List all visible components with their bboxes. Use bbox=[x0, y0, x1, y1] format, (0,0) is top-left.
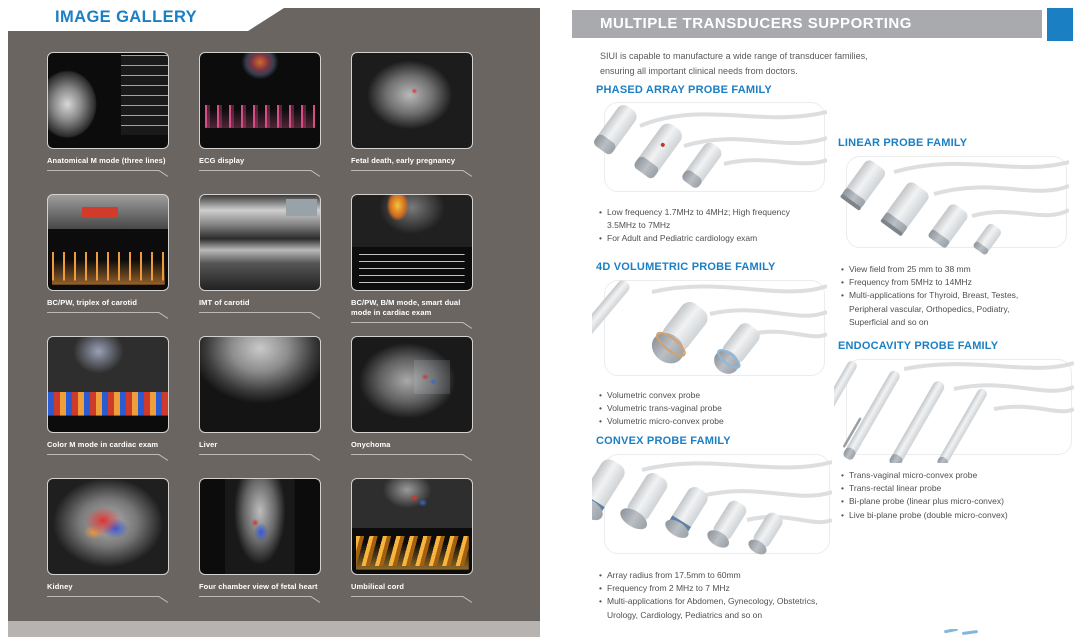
transducers-title: MULTIPLE TRANSDUCERS SUPPORTING bbox=[600, 15, 912, 32]
ultrasound-thumbnail-onychoma bbox=[351, 336, 473, 433]
caption-underline bbox=[351, 454, 463, 455]
gallery-panel-footer bbox=[8, 621, 540, 637]
image-gallery-title: IMAGE GALLERY bbox=[55, 8, 198, 26]
convex-probes-svg bbox=[592, 450, 832, 562]
gallery-item bbox=[47, 336, 169, 478]
caption-underline bbox=[47, 312, 159, 313]
thumbnail-caption: Kidney bbox=[47, 582, 73, 591]
caption-underline bbox=[351, 596, 463, 597]
phased-array-probes-illustration bbox=[592, 98, 827, 200]
siui-logo-partial bbox=[944, 629, 984, 637]
transducers-header-bar bbox=[572, 10, 1042, 38]
bullet: • Frequency from 2 MHz to 7 MHz bbox=[599, 582, 847, 595]
thumbnail-caption: BC/PW, triplex of carotid bbox=[47, 298, 138, 307]
gallery-item bbox=[47, 194, 169, 336]
thumbnail-caption: Umbilical cord bbox=[351, 582, 405, 591]
bullet: • Trans-vaginal micro-convex probe bbox=[841, 469, 1071, 482]
thumbnail-caption: ECG display bbox=[199, 156, 245, 165]
thumbnail-caption: Four chamber view of fetal heart bbox=[199, 582, 318, 591]
thumbnail-caption: Fetal death, early pregnancy bbox=[351, 156, 456, 165]
caption-underline bbox=[47, 170, 159, 171]
convex-probes-illustration bbox=[592, 450, 832, 562]
thumbnail-caption: Onychoma bbox=[351, 440, 391, 449]
caption-underline bbox=[47, 454, 159, 455]
linear-probes-svg bbox=[834, 152, 1069, 256]
ultrasound-thumbnail-fetal-heart bbox=[199, 478, 321, 575]
thumbnail-caption: Color M mode in cardiac exam bbox=[47, 440, 159, 449]
gallery-item bbox=[199, 478, 321, 620]
convex-bullets bbox=[599, 569, 847, 622]
volumetric-probes-svg bbox=[592, 276, 827, 384]
volumetric-probes-illustration bbox=[592, 276, 827, 384]
volumetric-heading: 4D VOLUMETRIC PROBE FAMILY bbox=[596, 261, 776, 273]
endocavity-bullets bbox=[841, 469, 1071, 522]
thumbnail-caption: Anatomical M mode (three lines) bbox=[47, 156, 166, 165]
gallery-grid bbox=[47, 52, 473, 620]
gallery-item bbox=[47, 52, 169, 194]
intro-line-2: ensuring all important clinical needs from doctors. bbox=[600, 65, 798, 76]
gallery-item bbox=[199, 194, 321, 336]
intro-text bbox=[600, 49, 920, 79]
thumbnail-caption: BC/PW, B/M mode, smart dual mode in cardiac exam bbox=[351, 298, 461, 317]
bullet: • Volumetric trans-vaginal probe bbox=[599, 402, 819, 415]
bullet: • Multi-applications for Abdomen, Gynecology, Obstetrics, Urology, Cardiology, Pediatrics and so on bbox=[599, 595, 847, 621]
ultrasound-thumbnail-kidney bbox=[47, 478, 169, 575]
gallery-item bbox=[351, 478, 473, 620]
ultrasound-thumbnail-triplex-carotid bbox=[47, 194, 169, 291]
caption-underline bbox=[199, 170, 311, 171]
phased-array-bullets bbox=[599, 206, 811, 246]
bullet: • Frequency from 5MHz to 14MHz bbox=[841, 276, 1049, 289]
bullet: • For Adult and Pediatric cardiology exam bbox=[599, 232, 811, 245]
thumbnail-caption: Liver bbox=[199, 440, 218, 449]
convex-heading: CONVEX PROBE FAMILY bbox=[596, 435, 731, 447]
header-accent-square bbox=[1047, 8, 1073, 41]
ultrasound-thumbnail-imt-carotid bbox=[199, 194, 321, 291]
ultrasound-thumbnail-color-m-mode bbox=[47, 336, 169, 433]
volumetric-bullets bbox=[599, 389, 819, 429]
bullet: • Multi-applications for Thyroid, Breast, Testes, Peripheral vascular, Orthopedics, Podiatry, Superficial and so on bbox=[841, 289, 1049, 329]
bullet: • Volumetric micro-convex probe bbox=[599, 415, 819, 428]
bullet: • Volumetric convex probe bbox=[599, 389, 819, 402]
endocavity-probes-svg bbox=[834, 355, 1074, 463]
gallery-item bbox=[351, 194, 473, 336]
bullet: • Live bi-plane probe (double micro-convex) bbox=[841, 509, 1071, 522]
ultrasound-thumbnail-anatomical-m-mode bbox=[47, 52, 169, 149]
caption-underline bbox=[351, 322, 463, 323]
bullet: • Bi-plane probe (linear plus micro-convex) bbox=[841, 495, 1071, 508]
gallery-item bbox=[351, 336, 473, 478]
linear-bullets bbox=[841, 263, 1049, 329]
gallery-item bbox=[351, 52, 473, 194]
ultrasound-thumbnail-umbilical-cord bbox=[351, 478, 473, 575]
linear-probes-illustration bbox=[834, 152, 1069, 256]
bullet: • Array radius from 17.5mm to 60mm bbox=[599, 569, 847, 582]
gallery-item bbox=[47, 478, 169, 620]
bullet: • Low frequency 1.7MHz to 4MHz; High frequency 3.5MHz to 7MHz bbox=[599, 206, 811, 232]
bullet: • Trans-rectal linear probe bbox=[841, 482, 1071, 495]
phased-array-probes-svg bbox=[592, 98, 827, 200]
phased-array-heading: PHASED ARRAY PROBE FAMILY bbox=[596, 84, 772, 96]
gallery-item bbox=[199, 336, 321, 478]
ultrasound-thumbnail-ecg-display bbox=[199, 52, 321, 149]
ultrasound-thumbnail-liver bbox=[199, 336, 321, 433]
thumbnail-caption: IMT of carotid bbox=[199, 298, 250, 307]
caption-underline bbox=[351, 170, 463, 171]
intro-line-1: SIUI is capable to manufacture a wide range of transducer families, bbox=[600, 51, 868, 61]
bullet: • View field from 25 mm to 38 mm bbox=[841, 263, 1049, 276]
caption-underline bbox=[199, 312, 311, 313]
caption-underline bbox=[47, 596, 159, 597]
linear-heading: LINEAR PROBE FAMILY bbox=[838, 137, 968, 149]
caption-underline bbox=[199, 454, 311, 455]
gallery-item bbox=[199, 52, 321, 194]
caption-underline bbox=[199, 596, 311, 597]
endocavity-heading: ENDOCAVITY PROBE FAMILY bbox=[838, 340, 999, 352]
ultrasound-thumbnail-fetal-death bbox=[351, 52, 473, 149]
endocavity-probes-illustration bbox=[834, 355, 1074, 463]
ultrasound-thumbnail-smart-dual-mode bbox=[351, 194, 473, 291]
